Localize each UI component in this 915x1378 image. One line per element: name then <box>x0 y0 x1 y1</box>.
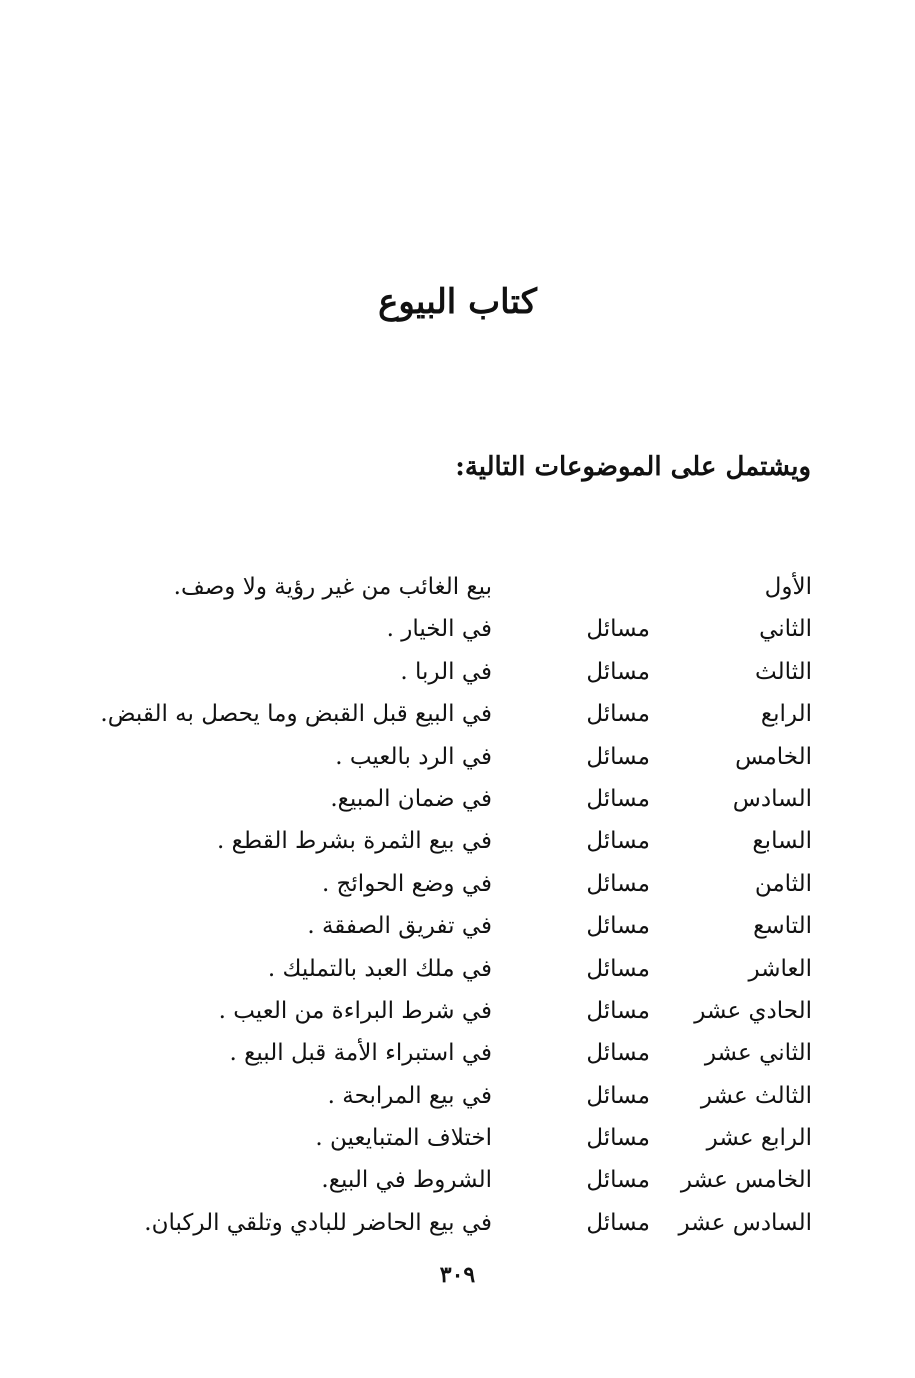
list-item <box>120 863 812 905</box>
topic-description: في تفريق الصفقة . <box>307 913 492 940</box>
list-item <box>120 1117 812 1159</box>
topic-description: بيع الغائب من غير رؤية ولا وصف. <box>173 574 492 600</box>
topic-kind: مسائل <box>586 1167 650 1194</box>
page-number: ٣٠٩ <box>439 1262 476 1288</box>
topic-description: اختلاف المتبايعين . <box>315 1125 492 1152</box>
topic-description: في الربا . <box>400 658 492 685</box>
topic-kind: مسائل <box>586 785 650 812</box>
topic-kind: مسائل <box>586 1209 650 1236</box>
list-item <box>120 608 812 650</box>
topic-description: في ملك العبد بالتمليك . <box>267 955 492 982</box>
topic-ordinal: الثاني <box>759 616 812 643</box>
list-item <box>120 736 812 778</box>
topic-ordinal: الخامس عشر <box>680 1167 812 1194</box>
topic-description: في بيع الحاضر للبادي وتلقي الركبان. <box>144 1209 492 1236</box>
topic-kind: مسائل <box>586 1082 650 1109</box>
topic-ordinal: الرابع عشر <box>706 1125 812 1152</box>
topic-ordinal: الحادي عشر <box>694 997 812 1024</box>
topic-ordinal: الثاني عشر <box>704 1040 812 1067</box>
topic-description: الشروط في البيع. <box>321 1167 492 1194</box>
topic-kind: مسائل <box>586 701 650 728</box>
topic-kind: مسائل <box>586 743 650 770</box>
topic-description: في بيع الثمرة بشرط القطع . <box>216 828 492 855</box>
list-item <box>120 820 812 862</box>
topic-description: في ضمان المبيع. <box>330 785 492 812</box>
list-item <box>120 1202 812 1244</box>
topic-ordinal: التاسع <box>753 913 812 940</box>
topic-ordinal: الثالث عشر <box>700 1082 812 1109</box>
topic-kind: مسائل <box>586 955 650 982</box>
topic-kind: مسائل <box>586 997 650 1024</box>
topic-description: في البيع قبل القبض وما يحصل به القبض. <box>100 701 492 728</box>
topic-description: في استبراء الأمة قبل البيع . <box>229 1040 492 1067</box>
topic-kind: مسائل <box>586 1125 650 1152</box>
topic-ordinal: العاشر <box>748 955 812 982</box>
intro-text: ويشتمل على الموضوعات التالية: <box>455 452 811 482</box>
topic-description: في شرط البراءة من العيب . <box>218 997 492 1024</box>
list-item <box>120 1032 812 1074</box>
topic-description: في وضع الحوائج . <box>321 870 492 897</box>
page-title: كتاب البيوع <box>378 282 537 322</box>
list-item <box>120 566 812 608</box>
list-item <box>120 778 812 820</box>
topic-kind: مسائل <box>586 1040 650 1067</box>
list-item <box>100 693 812 735</box>
topic-kind: مسائل <box>586 828 650 855</box>
topic-ordinal: السادس عشر <box>678 1209 812 1236</box>
topic-ordinal: الثامن <box>754 870 812 897</box>
list-item <box>120 990 812 1032</box>
topic-description: في الخيار . <box>386 616 492 643</box>
topic-ordinal: السابع <box>752 828 812 855</box>
topics-list <box>100 566 812 1244</box>
list-item <box>120 948 812 990</box>
topic-ordinal: الأول <box>764 574 812 600</box>
list-item <box>120 651 812 693</box>
topic-kind: مسائل <box>586 616 650 643</box>
list-item <box>120 1075 812 1117</box>
topic-description: في بيع المرابحة . <box>327 1082 492 1109</box>
topic-kind: مسائل <box>586 658 650 685</box>
topic-ordinal: الثالث <box>755 658 812 685</box>
list-item <box>120 905 812 947</box>
topic-ordinal: الخامس <box>735 743 812 770</box>
topic-description: في الرد بالعيب . <box>335 743 492 770</box>
list-item <box>120 1159 812 1201</box>
topic-kind: مسائل <box>586 913 650 940</box>
topic-kind: مسائل <box>586 870 650 897</box>
topic-ordinal: السادس <box>732 785 812 812</box>
topic-ordinal: الرابع <box>760 701 812 728</box>
